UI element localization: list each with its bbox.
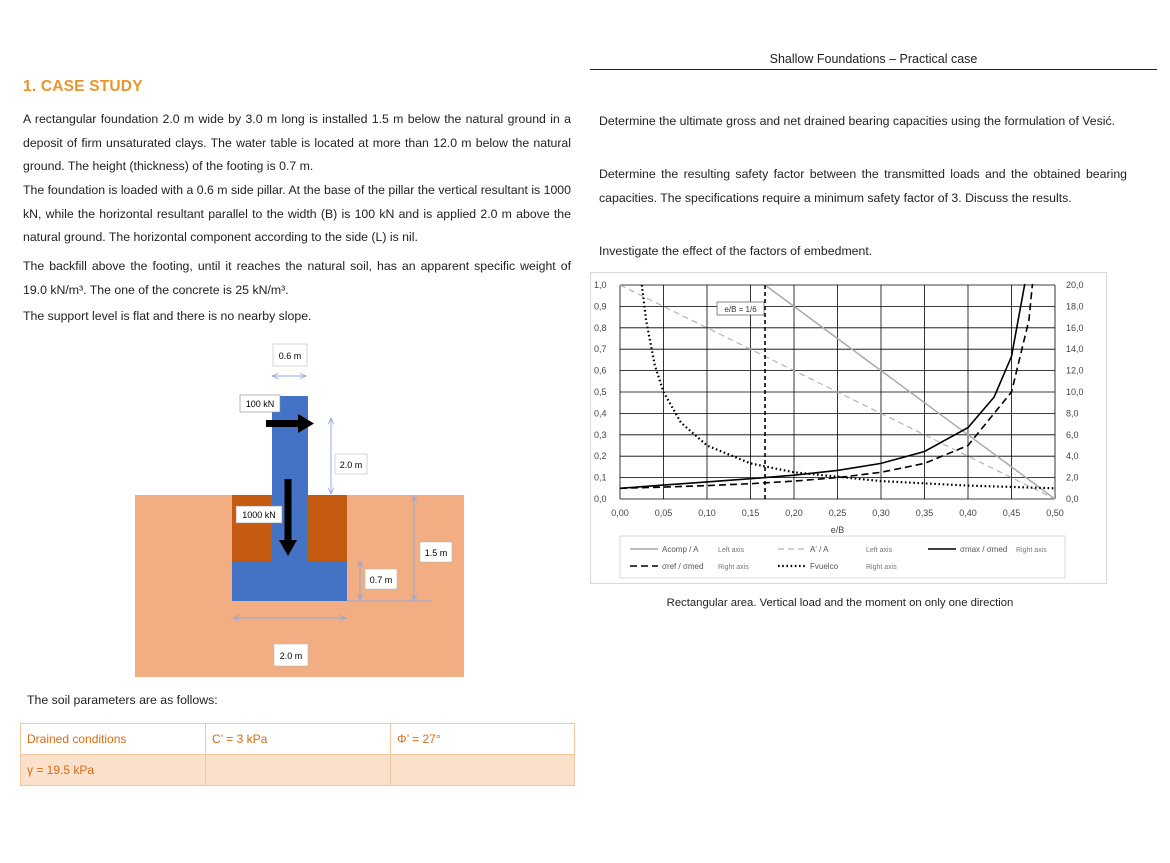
backfill-left [232, 495, 272, 561]
task-safety-factor: Determine the resulting safety factor between the transmitted loads and the obtained bearing capacities. The specifications require a minimum safety factor of 3. Discuss the results. [599, 167, 1127, 205]
y-right-tick-label: 14,0 [1066, 344, 1084, 355]
table-cell: Φ’ = 27° [391, 724, 575, 755]
y-right-tick-label: 2,0 [1066, 472, 1079, 483]
vertical-load-arrow [285, 479, 292, 541]
y-left-tick-label: 0,6 [594, 365, 607, 376]
section-title: 1. CASE STUDY [23, 78, 143, 95]
table-cell: Drained conditions [21, 724, 206, 755]
x-tick-label: 0,30 [872, 508, 890, 518]
task-embedment: Investigate the effect of the factors of embedment. [599, 244, 873, 258]
y-left-tick-label: 0,4 [594, 408, 607, 419]
annotation-label: e/B = 1/6 [724, 305, 757, 314]
label-footing-width: 2.0 m [279, 651, 303, 661]
y-right-tick-label: 20,0 [1066, 280, 1084, 290]
paragraph-support: The support level is flat and there is no nearby slope. [23, 309, 312, 323]
x-tick-label: 0,20 [785, 508, 803, 518]
label-lever-arm: 2.0 m [339, 460, 363, 470]
table-row [21, 755, 575, 786]
table-cell: γ = 19.5 kPa [21, 755, 206, 786]
x-tick-label: 0,15 [741, 508, 760, 518]
x-tick-label: 0,00 [611, 508, 629, 518]
paragraph-geometry: A rectangular foundation 2.0 m wide by 3.0 m long is installed 1.5 m below the natural ground in a deposit of firm unsaturated clays. The water table is located at more than 12.0 m below the natural ground. The height (thickness) of the footing is 0.7 m. [23, 112, 571, 173]
label-horizontal-load: 100 kN [245, 399, 275, 409]
y-right-tick-label: 6,0 [1066, 429, 1079, 440]
header-rule [590, 69, 1157, 70]
x-tick-label: 0,25 [828, 508, 847, 518]
paragraph-loads: The foundation is loaded with a 0.6 m side pillar. At the base of the pillar the vertical resultant is 1000 kN, while the horizontal resultant parallel to the width (B) is 100 kN and is applied 2.0 m above the natural ground. The horizontal component according to the side (L) is nil. [23, 183, 571, 244]
legend-series-label: Fvuelco [810, 562, 839, 571]
y-right-tick-label: 4,0 [1066, 451, 1079, 462]
table-cell: C’ = 3 kPa [206, 724, 391, 755]
legend-series-label: σmax / σmed [960, 545, 1008, 554]
horizontal-load-arrow [266, 420, 300, 427]
table-row [21, 724, 575, 755]
legend-axis-label: Right axis [1016, 547, 1047, 554]
y-right-tick-label: 16,0 [1066, 322, 1084, 333]
y-left-tick-label: 0,1 [594, 472, 607, 483]
soil-intro: The soil parameters are as follows: [27, 693, 218, 707]
legend-axis-label: Right axis [718, 564, 749, 571]
legend-box [620, 536, 1065, 578]
legend-series-label: σref / σmed [662, 562, 704, 571]
legend-series-label: A' / A [810, 545, 829, 554]
eccentricity-chart [590, 272, 1106, 584]
soil-parameters-table [20, 723, 575, 786]
backfill-right [308, 495, 347, 561]
legend-axis-label: Left axis [866, 547, 893, 554]
y-left-tick-label: 0,2 [594, 451, 607, 462]
y-right-tick-label: 10,0 [1066, 387, 1084, 397]
series-fvuelco [642, 285, 1055, 488]
x-tick-label: 0,05 [654, 508, 673, 518]
x-tick-label: 0,35 [915, 508, 934, 518]
paragraph-weights: The backfill above the footing, until it reaches the natural soil, has an apparent specific weight of 19.0 kN/m³. The one of the concrete is 25 kN/m³. [23, 259, 571, 297]
y-right-tick-label: 18,0 [1066, 301, 1084, 312]
y-left-tick-label: 0,8 [594, 322, 607, 333]
y-right-tick-label: 0,0 [1066, 494, 1079, 504]
label-pillar-width: 0.6 m [278, 351, 302, 361]
y-left-tick-label: 0,9 [594, 301, 607, 312]
y-left-tick-label: 0,3 [594, 429, 607, 440]
x-tick-label: 0,50 [1046, 508, 1064, 518]
y-left-tick-label: 0,0 [594, 494, 607, 504]
x-tick-label: 0,45 [1002, 508, 1021, 518]
label-vertical-load: 1000 kN [242, 510, 276, 520]
y-left-tick-label: 1,0 [594, 280, 607, 290]
chart-caption: Rectangular area. Vertical load and the moment on only one direction [666, 597, 1014, 609]
x-tick-label: 0,40 [959, 508, 977, 518]
legend-axis-label: Right axis [866, 564, 897, 571]
legend-axis-label: Left axis [718, 547, 745, 554]
task-bearing-capacity: Determine the ultimate gross and net drained bearing capacities using the formulation of Vesić. [599, 114, 1116, 128]
y-left-tick-label: 0,7 [594, 344, 607, 355]
foundation-diagram [0, 0, 590, 690]
label-footing-thickness: 0.7 m [369, 575, 393, 585]
running-header: Shallow Foundations – Practical case [769, 52, 978, 66]
y-right-tick-label: 8,0 [1066, 408, 1079, 419]
table-cell [391, 755, 575, 786]
footing [232, 561, 347, 601]
x-tick-label: 0,10 [698, 508, 716, 518]
y-left-tick-label: 0,5 [594, 387, 607, 397]
legend-series-label: Acomp / A [662, 545, 699, 554]
y-right-tick-label: 12,0 [1066, 365, 1084, 376]
table-cell [206, 755, 391, 786]
label-embedment: 1.5 m [424, 548, 448, 558]
x-axis-label: e/B [830, 525, 845, 535]
